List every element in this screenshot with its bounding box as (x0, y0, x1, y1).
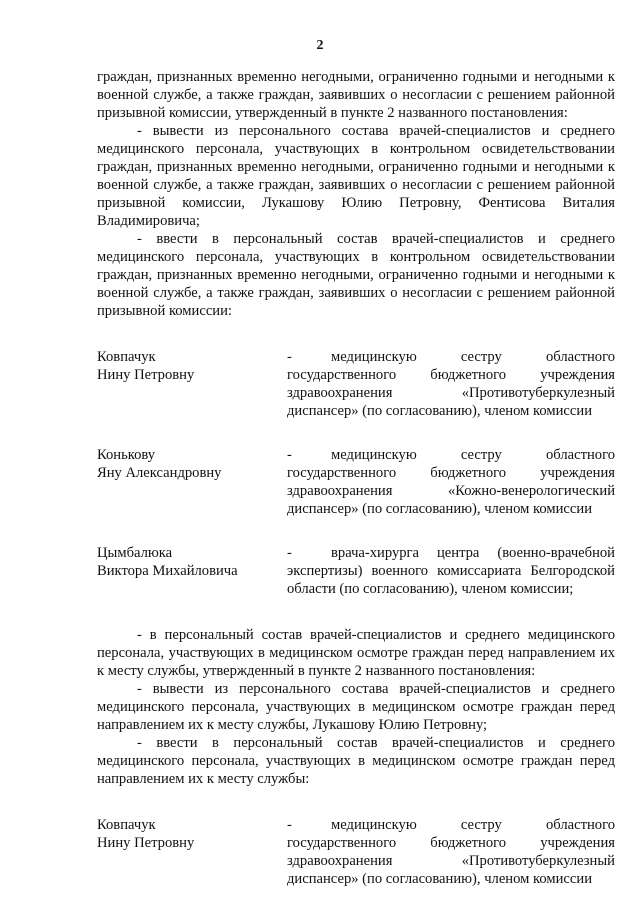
member-description: врача-хирурга центра (военно-врачебной экспертизы) военного комиссариата Белгородской области (по согласованию), членом комиссии; (287, 545, 615, 597)
paragraph-medical-exam-staff: - в персональный состав врачей-специалистов и среднего медицинского персонала, участвующих в медицинском осмотре граждан перед направлением их к месту службы, утвержденный в пункте 2 названного постановления: (97, 627, 615, 679)
member-description: медицинскую сестру областного государственного бюджетного учреждения здравоохранения «Кожно-венерологический диспансер» (по согласованию), членом комиссии (287, 447, 615, 517)
member-position (287, 544, 615, 598)
entry-dash: - (287, 447, 292, 463)
paragraph-add-exam-members: - ввести в персональный состав врачей-специалистов и среднего медицинского персонала, участвующих в медицинском осмотре граждан перед направлением их к месту службы: (97, 735, 615, 787)
entry-dash: - (287, 545, 292, 561)
member-position (287, 348, 615, 420)
member-entry (97, 544, 615, 598)
paragraph-remove-exam-member: - вывести из персонального состава врачей-специалистов и среднего медицинского персонала, участвующих в медицинском осмотре граждан перед направлением их к месту службы, Лукашову Юлию Петровну; (97, 681, 615, 733)
paragraph-add-members: - ввести в персональный состав врачей-специалистов и среднего медицинского персонала, участвующих в контрольном освидетельствовании граждан, признанных временно негодными, ограниченно годными и негодными к военной службе, а также граждан, заявивших о несогласии с решением районной призывной комиссии: (97, 231, 615, 319)
member-description: медицинскую сестру областного государственного бюджетного учреждения здравоохранения «Противотуберкулезный диспансер» (по согласованию), членом комиссии (287, 817, 615, 887)
member-given-names: Яну Александровну (97, 465, 222, 481)
member-entry (97, 446, 615, 518)
member-position (287, 446, 615, 518)
member-name (97, 348, 287, 384)
member-entry (97, 816, 615, 888)
member-name (97, 446, 287, 482)
member-name (97, 816, 287, 852)
member-entry (97, 348, 615, 420)
member-position (287, 816, 615, 888)
member-given-names: Нину Петровну (97, 367, 195, 383)
member-name (97, 544, 287, 580)
member-surname: Ковпачук (97, 349, 156, 365)
page-number: 2 (316, 38, 324, 53)
paragraph-remove-members: - вывести из персонального состава врачей-специалистов и среднего медицинского персонала, участвующих в контрольном освидетельствовании граждан, признанных временно негодными, ограниченно годными и негодными к военной службе, а также граждан, заявивших о несогласии с решением районной призывной комиссии, Лукашову Юлию Петровну, Фентисова Виталия Владимировича; (97, 123, 615, 229)
paragraph-continuation: граждан, признанных временно негодными, ограниченно годными и негодными к военной службе, а также граждан, заявивших о несогласии с решением районной призывной комиссии, утвержденный в пункте 2 названного постановления: (97, 69, 615, 121)
member-given-names: Виктора Михайловича (97, 563, 238, 579)
entry-dash: - (287, 349, 292, 365)
document-body (97, 68, 615, 888)
entry-dash: - (287, 817, 292, 833)
member-given-names: Нину Петровну (97, 835, 195, 851)
member-description: медицинскую сестру областного государственного бюджетного учреждения здравоохранения «Противотуберкулезный диспансер» (по согласованию), членом комиссии (287, 349, 615, 419)
member-surname: Ковпачук (97, 817, 156, 833)
member-surname: Конькову (97, 447, 156, 463)
member-surname: Цымбалюка (97, 545, 173, 561)
